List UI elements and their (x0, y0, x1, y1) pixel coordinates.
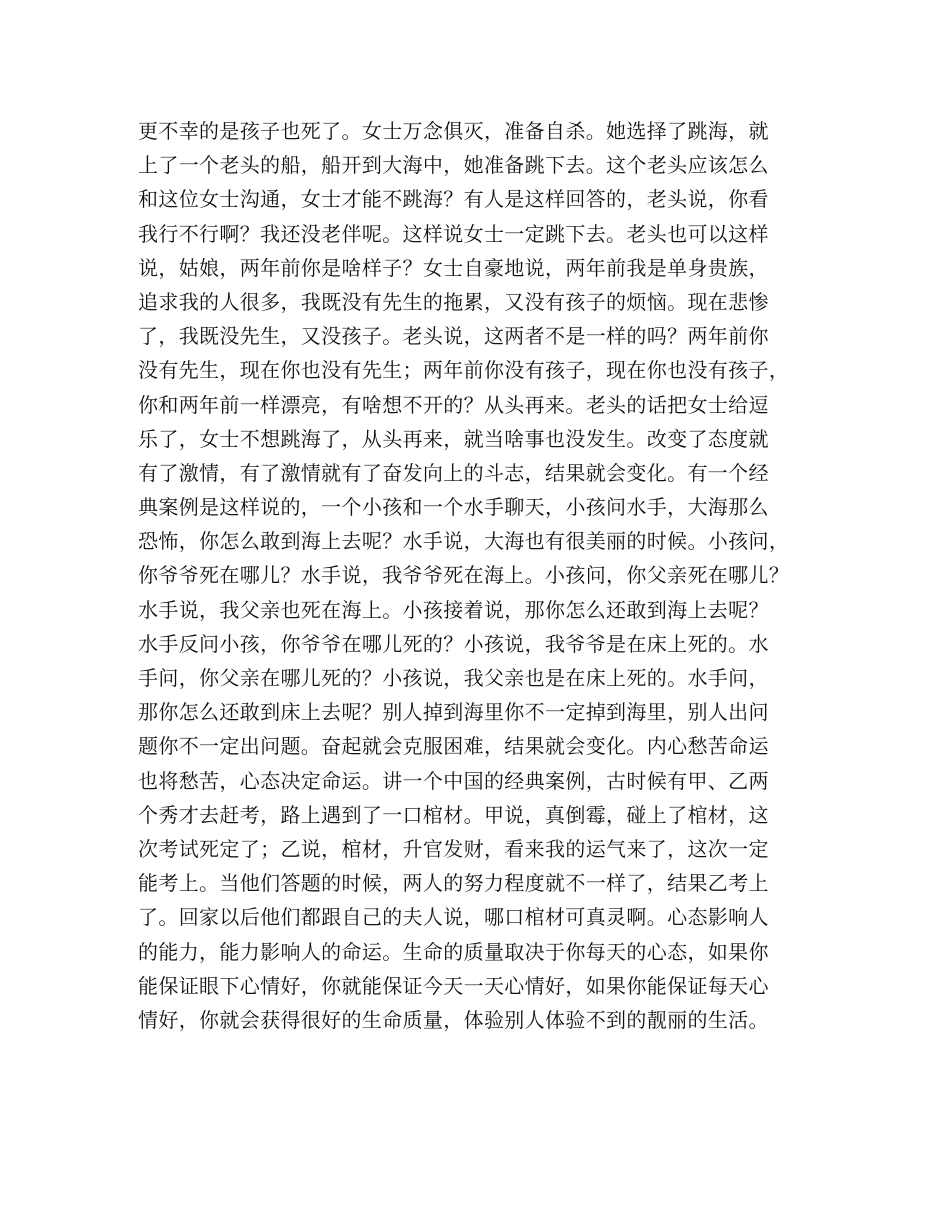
body-paragraph (138, 114, 838, 1037)
text-line: 恐怖，你怎么敢到海上去呢？水手说，大海也有很美丽的时候。小孩问， (138, 529, 790, 554)
text-line: 没有先生，现在你也没有先生；两年前你没有孩子，现在你也没有孩子， (138, 358, 790, 383)
text-line: 那你怎么还敢到床上去呢？别人掉到海里你不一定掉到海里，别人出问 (138, 700, 769, 725)
text-line: 水手反问小孩，你爷爷在哪儿死的？小孩说，我爷爷是在床上死的。水 (138, 631, 769, 656)
text-line: 乐了，女士不想跳海了，从头再来，就当啥事也没发生。改变了态度就 (138, 426, 769, 451)
text-line: 有了激情，有了激情就有了奋发向上的斗志，结果就会变化。有一个经 (138, 460, 769, 485)
text-line: 上了一个老头的船，船开到大海中，她准备跳下去。这个老头应该怎么 (138, 153, 769, 178)
text-line: 你和两年前一样漂亮，有啥想不开的？从头再来。老头的话把女士给逗 (138, 392, 769, 417)
text-line: 个秀才去赶考，路上遇到了一口棺材。甲说，真倒霉，碰上了棺材，这 (138, 802, 769, 827)
text-line: 次考试死定了；乙说，棺材，升官发财，看来我的运气来了，这次一定 (138, 836, 769, 861)
text-line: 更不幸的是孩子也死了。女士万念俱灭，准备自杀。她选择了跳海，就 (138, 119, 769, 143)
text-line: 能考上。当他们答题的时候，两人的努力程度就不一样了，结果乙考上 (138, 871, 769, 896)
text-line: 手问，你父亲在哪儿死的？小孩说，我父亲也是在床上死的。水手问， (138, 666, 769, 690)
text-line: 典案例是这样说的，一个小孩和一个水手聊天，小孩问水手，大海那么 (138, 495, 769, 520)
text-line: 水手说，我父亲也死在海上。小孩接着说，那你怎么还敢到海上去呢？ (138, 597, 769, 622)
text-line: 也将愁苦，心态决定命运。讲一个中国的经典案例，古时候有甲、乙两 (138, 768, 769, 793)
text-line: 说，姑娘，两年前你是啥样子？女士自豪地说，两年前我是单身贵族， (138, 255, 769, 280)
text-line: 你爷爷死在哪儿？水手说，我爷爷死在海上。小孩问，你父亲死在哪儿？ (138, 563, 790, 588)
text-line: 和这位女士沟通，女士才能不跳海？有人是这样回答的，老头说，你看 (138, 187, 769, 212)
text-line: 能保证眼下心情好，你就能保证今天一天心情好，如果你能保证每天心 (138, 973, 769, 998)
text-line: 情好，你就会获得很好的生命质量，体验别人体验不到的靓丽的生活。 (138, 1007, 769, 1032)
text-line: 我行不行啊？我还没老伴呢。这样说女士一定跳下去。老头也可以这样 (138, 221, 769, 246)
text-line: 了。回家以后他们都跟自己的夫人说，哪口棺材可真灵啊。心态影响人 (138, 905, 769, 930)
text-line: 的能力，能力影响人的命运。生命的质量取决于你每天的心态，如果你 (138, 939, 769, 964)
text-line: 题你不一定出问题。奋起就会克服困难，结果就会变化。内心愁苦命运 (138, 734, 769, 759)
text-line: 了，我既没先生，又没孩子。老头说，这两者不是一样的吗？两年前你 (138, 324, 769, 349)
text-line: 追求我的人很多，我既没有先生的拖累，又没有孩子的烦恼。现在悲惨 (138, 289, 769, 314)
